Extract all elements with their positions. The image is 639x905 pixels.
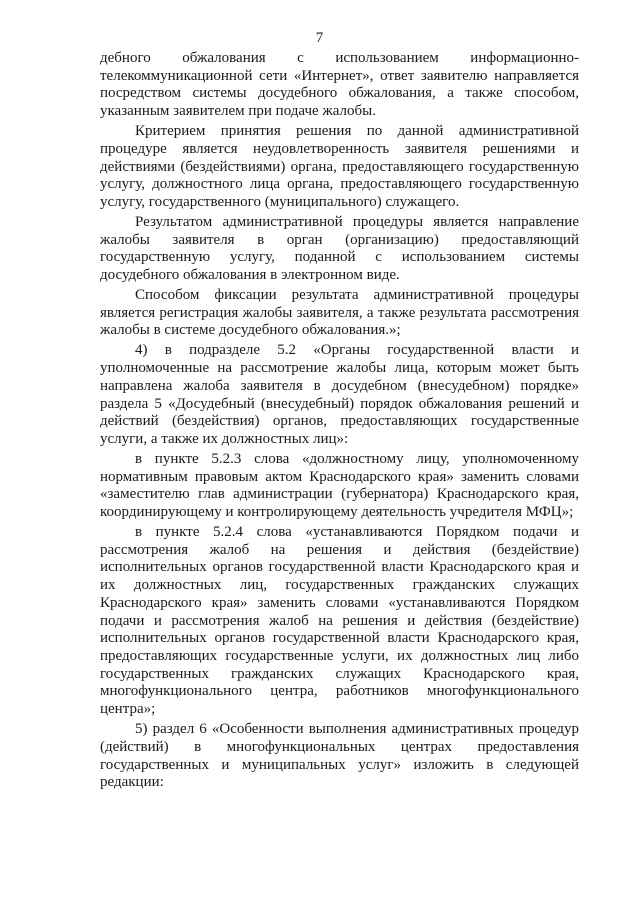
paragraph-clause-5-2-3: в пункте 5.2.3 слова «должностному лицу, уполномоченному нормативным правовым актом Краснодарского края» заменить словами «заместителю глав администрации (губернатора) Краснодарского края, координирующему и контролирующему деятельность учредителя МФЦ»; bbox=[100, 450, 579, 521]
paragraph-appeal-response: дебного обжалования с использованием информационно-телекоммуникационной сети «Интернет», ответ заявителю направляется посредством системы досудебного обжалования, а также способом, указанным заявителем при подаче жалобы. bbox=[100, 50, 579, 120]
page-number: 7 bbox=[315, 30, 324, 46]
paragraph-result-recording: Способом фиксации результата административной процедуры является регистрация жалобы заявителя, а также результата рассмотрения жалобы в системе досудебного обжалования.»; bbox=[100, 287, 579, 339]
paragraph-item-4-subsection-5-2: 4) в подразделе 5.2 «Органы государственной власти и уполномоченные на рассмотрение жалобы лица, которым может быть направлена жалоба заявителя в досудебном (внесудебном) порядке» раздела 5 «Досудебный (внесудебный) порядок обжалования решений и действий (бездействия) органов, предоставляющих государственные услуги, а также их должностных лиц»: bbox=[100, 342, 579, 447]
paragraph-decision-criterion: Критерием принятия решения по данной административной процедуре является неудовлетворенность заявителя решениями и действиями (бездействиями) органа, предоставляющего государственную услугу, должностного лица органа, предоставляющего государственную услугу, государственного (муниципального) служащего. bbox=[100, 123, 579, 210]
paragraph-item-5-section-6: 5) раздел 6 «Особенности выполнения административных процедур (действий) в многофункциональных центрах предоставления государственных и муниципальных услуг» изложить в следующей редакции: bbox=[100, 721, 579, 791]
document-body bbox=[100, 50, 579, 794]
paragraph-clause-5-2-4: в пункте 5.2.4 слова «устанавливаются Порядком подачи и рассмотрения жалоб на решения и действия (бездействие) исполнительных органов государственной власти Краснодарского края и их должностных лиц, государственных гражданских служащих Краснодарского края» заменить словами «устанавливаются Порядком подачи и рассмотрения жалоб на решения и действия (бездействие) исполнительных органов государственной власти Краснодарского края, предоставляющих государственные услуги, их должностных лиц либо государственных гражданских служащих Краснодарского края, многофункционального центра, работников многофункционального центра»; bbox=[100, 524, 579, 718]
paragraph-procedure-result: Результатом административной процедуры является направление жалобы заявителя в орган (организацию) предоставляющий государственную услугу, поданной с использованием системы досудебного обжалования в электронном виде. bbox=[100, 213, 579, 284]
